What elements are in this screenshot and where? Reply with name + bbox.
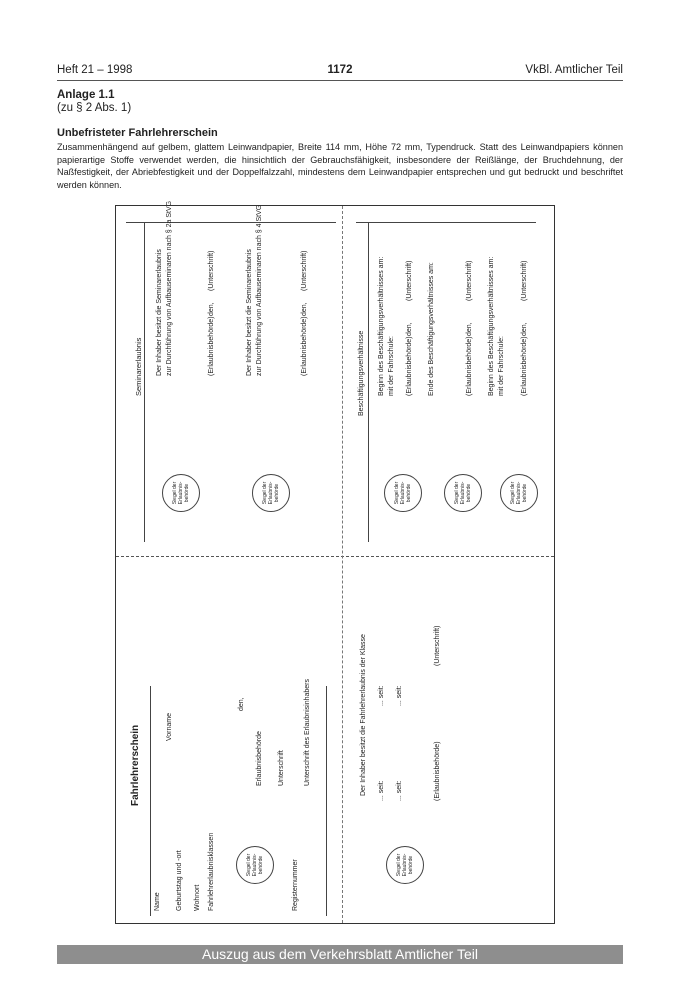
- employment-behoerde-2: (Erlaubnisbehörde): [466, 336, 473, 396]
- employment-den-1: den,: [406, 322, 413, 336]
- seminar-heading: Seminarerlaubnis: [134, 337, 143, 396]
- back-unterschrift: (Unterschrift): [434, 625, 441, 666]
- annex-title: Anlage 1.1: [57, 89, 115, 101]
- front-wohnort: Wohnort: [194, 884, 201, 911]
- seminar-den-2: den,: [301, 302, 308, 316]
- publication-label: VkBl. Amtlicher Teil: [525, 64, 623, 76]
- employment-heading: Beschäftigungsverhältnisse: [358, 330, 365, 416]
- seminar-signature-1: (Unterschrift): [208, 250, 215, 291]
- annex-block: [57, 89, 131, 115]
- employment-beginn-2: Beginn des Beschäftigungsverhältnisses am:: [488, 256, 495, 396]
- front-behoerde: Erlaubnisbehörde: [256, 731, 263, 786]
- page-header: [57, 62, 623, 81]
- seminar-text-4: zur Durchführung von Aufbauseminaren nach § 4 StVG: [256, 204, 263, 376]
- seal-employment-1: Siegel der Erlaubnis-behörde: [384, 474, 422, 512]
- back-seit-2: ... seit:: [378, 685, 385, 706]
- back-seit-3: ... seit:: [396, 780, 403, 801]
- line: [356, 222, 536, 223]
- back-behoerde: (Erlaubnisbehörde): [434, 741, 441, 801]
- seminar-signature-2: (Unterschrift): [301, 250, 308, 291]
- seal-seminar-2: Siegel der Erlaubnis-behörde: [252, 474, 290, 512]
- seal-employment-2: Siegel der Erlaubnis-behörde: [444, 474, 482, 512]
- line: [150, 686, 151, 916]
- fold-line-horizontal: [116, 556, 554, 557]
- fold-line-vertical: [342, 206, 343, 923]
- footer-banner: Auszug aus dem Verkehrsblatt Amtlicher Teil: [57, 945, 623, 964]
- front-klassen: Fahrlehrerlaubnisklassen: [208, 832, 215, 911]
- front-geburt: Geburtstag und -ort: [176, 850, 183, 911]
- employment-ende: Ende des Beschäftigungsverhältnisses am:: [428, 262, 435, 396]
- back-seit-1: ... seit:: [378, 780, 385, 801]
- employment-signature-3: (Unterschrift): [521, 260, 528, 301]
- front-den: den,: [238, 697, 245, 711]
- seminar-text-3: Der Inhaber besitzt die Seminarerlaubnis: [246, 249, 253, 376]
- front-vorname: Vorname: [166, 712, 173, 741]
- front-unterschrift: Unterschrift: [278, 750, 285, 786]
- description: Zusammenhängend auf gelbem, glattem Leinwandpapier, Breite 114 mm, Höhe 72 mm, Typendruck. Statt des Leinwandpapiers können papierartige Stoffe verwendet werden, die hinsichtlich der Gebrauchsfähigkeit, insbesondere der Reißlänge, der Bruchdehnung, der Naßfestigkeit, der Abriebfestigkeit und der Doppelfalzzahl, mindestens dem Leinwandpapier entsprechen und gut bedruckt und beschriftet werden können.: [57, 142, 623, 190]
- page-number: 1172: [327, 64, 353, 76]
- front-unterschrift-inhaber: Unterschrift des Erlaubnisinhabers: [304, 679, 311, 786]
- employment-den-2: den,: [466, 322, 473, 336]
- seal-employment-3: Siegel der Erlaubnis-behörde: [500, 474, 538, 512]
- employment-behoerde-1: (Erlaubnisbehörde): [406, 336, 413, 396]
- line: [126, 222, 336, 223]
- employment-fahrschule-2: mit der Fahrschule:: [498, 336, 505, 396]
- seal-back: Siegel der Erlaubnis-behörde: [386, 846, 424, 884]
- annex-ref: (zu § 2 Abs. 1): [57, 102, 132, 114]
- front-name: Name: [154, 892, 161, 911]
- back-seit-4: ... seit:: [396, 685, 403, 706]
- license-form: [115, 200, 555, 924]
- seminar-behoerde-1: (Erlaubnisbehörde): [208, 316, 215, 376]
- front-registernummer: Registernummer: [292, 859, 299, 911]
- seal-seminar-1: Siegel der Erlaubnis-behörde: [162, 474, 200, 512]
- seminar-text-1: Der Inhaber besitzt die Seminarerlaubnis: [156, 249, 163, 376]
- front-title: Fahrlehrerschein: [130, 724, 141, 806]
- line: [326, 686, 327, 916]
- back-inhaber-klasse: Der Inhaber besitzt die Fahrlehrerlaubnis der Klasse: [360, 634, 367, 796]
- seal-front: Siegel der Erlaubnis-behörde: [236, 846, 274, 884]
- issue-label: Heft 21 – 1998: [57, 64, 133, 76]
- line: [144, 222, 145, 542]
- employment-signature-1: (Unterschrift): [406, 260, 413, 301]
- employment-behoerde-3: (Erlaubnisbehörde): [521, 336, 528, 396]
- employment-beginn-1: Beginn des Beschäftigungsverhältnisses am:: [378, 256, 385, 396]
- seminar-behoerde-2: (Erlaubnisbehörde): [301, 316, 308, 376]
- section-title: Unbefristeter Fahrlehrerschein: [57, 127, 218, 139]
- employment-fahrschule-1: mit der Fahrschule:: [388, 336, 395, 396]
- employment-signature-2: (Unterschrift): [466, 260, 473, 301]
- seminar-den-1: den,: [208, 302, 215, 316]
- employment-den-3: den,: [521, 322, 528, 336]
- line: [368, 222, 369, 542]
- seminar-text-2: zur Durchführung von Aufbauseminaren nach § 2a StVG: [166, 200, 173, 376]
